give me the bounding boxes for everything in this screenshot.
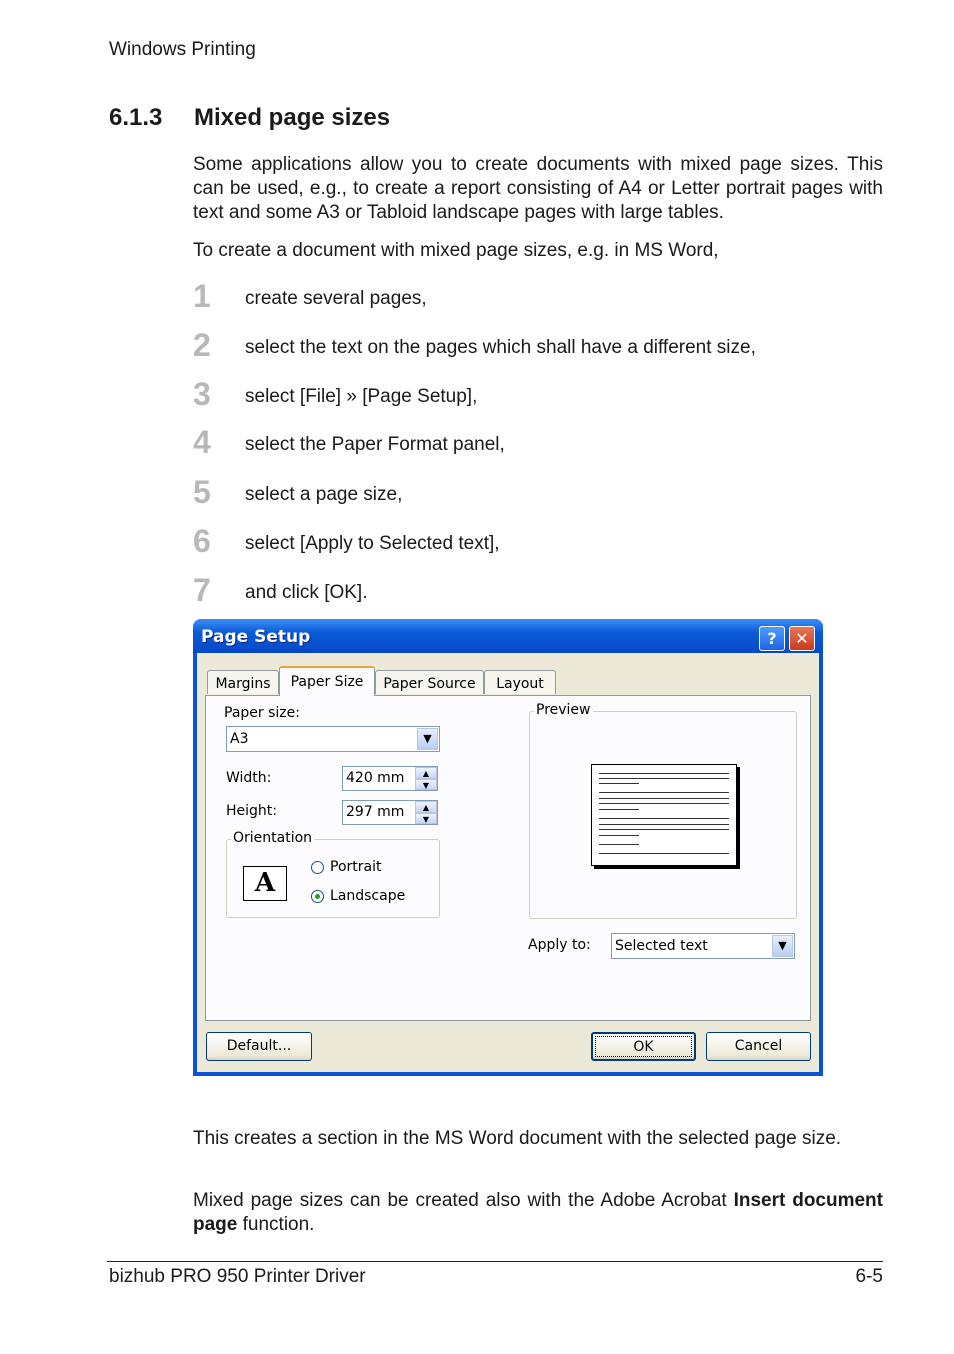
- paper-size-select[interactable]: [226, 726, 440, 752]
- paper-size-label: Paper size:: [224, 705, 300, 721]
- step-text: create several pages,: [245, 288, 427, 309]
- width-value: 420 mm: [346, 770, 405, 786]
- tab-paper-source[interactable]: Paper Source: [375, 670, 484, 694]
- step-number: 1: [193, 278, 211, 314]
- cancel-button[interactable]: Cancel: [706, 1032, 811, 1061]
- radio-selected-dot: [315, 894, 320, 899]
- intro-lead-in: To create a document with mixed page sizes, e.g. in MS Word,: [193, 240, 719, 261]
- apply-to-value: Selected text: [615, 938, 708, 954]
- dialog-body: [197, 653, 819, 1072]
- dialog-title: Page Setup: [201, 627, 311, 647]
- section-heading: [109, 104, 390, 132]
- step-text: select [File] » [Page Setup],: [245, 386, 478, 407]
- step-text: select a page size,: [245, 484, 403, 505]
- portrait-label: Portrait: [330, 859, 382, 875]
- section-number: 6.1.3: [109, 104, 163, 131]
- step-number: 7: [193, 572, 211, 608]
- footer-product-name: bizhub PRO 950 Printer Driver: [109, 1266, 366, 1287]
- outro-paragraph: This creates a section in the MS Word document with the selected page size.: [193, 1128, 842, 1149]
- paper-size-panel: [205, 695, 811, 1021]
- tab-margins[interactable]: Margins: [207, 670, 279, 694]
- apply-to-label: Apply to:: [528, 937, 591, 953]
- landscape-page-icon: A: [243, 866, 287, 901]
- apply-to-select[interactable]: [611, 933, 795, 959]
- height-spinbox[interactable]: [342, 800, 438, 825]
- footer-divider: [107, 1261, 883, 1262]
- step-number: 2: [193, 327, 211, 363]
- preview-group: [529, 702, 797, 919]
- close-icon[interactable]: ✕: [789, 626, 815, 651]
- footer-page-number: 6-5: [855, 1266, 883, 1287]
- landscape-label: Landscape: [330, 888, 406, 904]
- landscape-radio[interactable]: [311, 890, 324, 903]
- spin-down-icon[interactable]: ▼: [415, 779, 437, 790]
- orientation-group: [226, 830, 440, 918]
- outro-bold-function-name: Insert document page: [193, 1190, 883, 1235]
- step-text: select [Apply to Selected text],: [245, 533, 500, 554]
- paper-size-value: A3: [230, 731, 249, 747]
- height-value: 297 mm: [346, 804, 405, 820]
- chevron-down-icon[interactable]: ▼: [772, 935, 793, 957]
- ok-button[interactable]: OK: [591, 1032, 696, 1061]
- tab-layout[interactable]: Layout: [484, 670, 556, 694]
- outro-paragraph-acrobat: [193, 1189, 883, 1237]
- tab-paper-size[interactable]: Paper Size: [279, 666, 375, 696]
- chevron-down-icon[interactable]: ▼: [417, 728, 438, 750]
- outro-text-after: function.: [237, 1214, 315, 1235]
- step-number: 4: [193, 424, 211, 460]
- step-number: 3: [193, 376, 211, 412]
- help-icon[interactable]: ?: [759, 626, 785, 651]
- spin-down-icon[interactable]: ▼: [415, 813, 437, 824]
- step-text: select the Paper Format panel,: [245, 434, 505, 455]
- width-spinbox[interactable]: [342, 766, 438, 791]
- preview-page-image: [591, 764, 737, 866]
- default-button[interactable]: Default...: [206, 1032, 312, 1061]
- step-text: and click [OK].: [245, 582, 368, 603]
- width-label: Width:: [226, 770, 272, 786]
- spin-up-icon[interactable]: ▲: [415, 801, 437, 813]
- height-label: Height:: [226, 803, 277, 819]
- section-title: Mixed page sizes: [194, 104, 391, 131]
- running-header: Windows Printing: [109, 39, 256, 60]
- step-text: select the text on the pages which shall have a different size,: [245, 337, 756, 358]
- outro-text-before: Mixed page sizes can be created also with the Adobe Acrobat: [193, 1190, 734, 1211]
- step-number: 6: [193, 523, 211, 559]
- dialog-title-bar: [193, 619, 823, 653]
- intro-paragraph: Some applications allow you to create documents with mixed page sizes. This can be used, e.g., to create a report consisting of A4 or Letter portrait pages with text and some A3 or Tabloid landscape pages with large tables.: [193, 154, 883, 223]
- orientation-label: Orientation: [233, 830, 313, 846]
- portrait-radio[interactable]: [311, 861, 324, 874]
- spin-up-icon[interactable]: ▲: [415, 767, 437, 779]
- page-setup-dialog: [193, 619, 823, 1076]
- preview-label: Preview: [536, 702, 591, 718]
- step-number: 5: [193, 474, 211, 510]
